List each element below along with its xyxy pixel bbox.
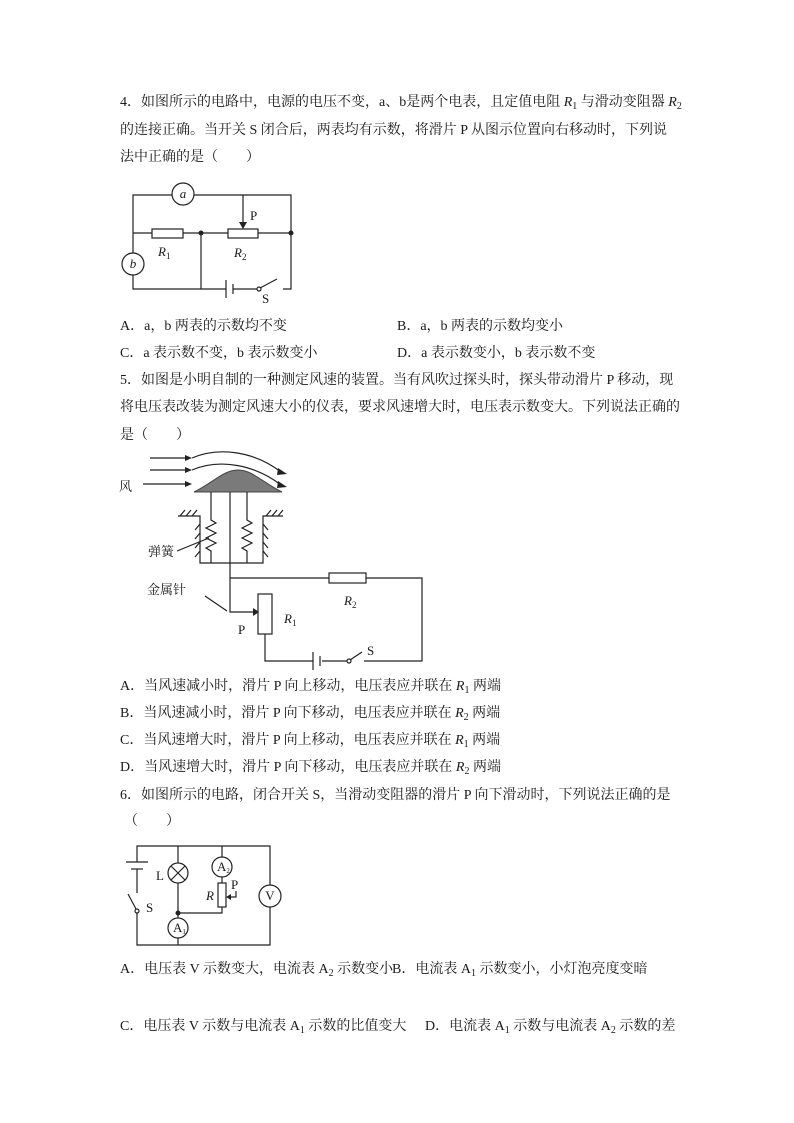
q6-option-c-text-2: 1: [299, 1025, 305, 1036]
q5-option-d-text-0: D．当风速增大时，滑片 P 向下移动，电压表应并联在: [120, 760, 456, 775]
q6-option-b-text-1: A: [460, 962, 471, 977]
q6-option-d-text-5: 2: [610, 1025, 616, 1036]
q6-a1-main: A: [173, 920, 183, 935]
q4-stem-line-2-text-0: 的连接正确。当开关 S 闭合后，两表均有示数，将滑片 P 从图示位置向右移动时，下列说: [120, 123, 668, 138]
q5-r2-label: [343, 593, 356, 610]
q4-circuit-figure: [122, 183, 294, 306]
q6-a1-sub: 1: [182, 928, 186, 936]
q5-stem-line-1-text-0: 5．如图是小明自制的一种测定风速的装置。当有风吹过探头时，探头带动滑片 P 移动，现: [120, 373, 674, 388]
q5-metal-pin: [230, 492, 254, 612]
q4-stem-line-1-text-1: R: [563, 95, 573, 110]
q4-stem-line-1-text-0: 4．如图所示的电路中，电源的电压不变，a、b是两个电表，且定值电阻: [120, 95, 564, 110]
q4-wires: [133, 195, 291, 289]
q5-r2-label-main: R: [344, 593, 352, 608]
q5-option-a-text-2: 1: [464, 685, 470, 696]
q5-wind-arrowhead: [277, 468, 287, 475]
q6-stem-line-1-text-0: 6．如图所示的电路，闭合开关 S，当滑动变阻器的滑片 P 向下滑动时，下列说法正确的是: [120, 788, 671, 803]
q5-r2-label-sub: 2: [351, 600, 357, 610]
q5-wind-label: 风: [119, 479, 133, 494]
q6-switch-label: S: [146, 900, 154, 915]
q6-option-d-text-3: 示数与电流表: [509, 1019, 601, 1034]
q5-spring-right: [242, 492, 252, 563]
q5-wind-arrowhead: [185, 455, 192, 461]
q4-switch-blade: [260, 279, 277, 288]
q6-option-b-text-2: 1: [470, 968, 476, 979]
q4-stem-line-3-text-0: 法中正确的是（ ）: [120, 150, 260, 165]
q5-option-d-text-1: R: [455, 760, 465, 775]
q5-rheostat-r1: [258, 594, 272, 634]
q6-option-d-text-0: D．电流表: [425, 1019, 495, 1034]
q6-switch-blade: [128, 894, 136, 909]
q6-lamp-label: L: [156, 868, 164, 883]
q6-slider-arrowhead: [226, 894, 231, 900]
q6-stem-line-2-text-0: （ ）: [124, 814, 180, 829]
q4-stem-line-1-text-2: 1: [572, 101, 578, 112]
q6-voltmeter-label: V: [265, 888, 275, 903]
q6-option-b-text-3: 示数变小，小灯泡亮度变暗: [475, 962, 648, 977]
q6-option-c-text-1: A: [289, 1019, 300, 1034]
q6-option-a-text-1: A: [318, 962, 329, 977]
q5-wind-arrowhead: [277, 481, 287, 488]
q5-option-b-text-2: 2: [463, 712, 469, 723]
q6-option-c-text-3: 示数的比值变大: [304, 1019, 407, 1034]
q5-ground-hatching: [180, 510, 283, 557]
q5-stem-line-2-text-0: 将电压表改装为测定风速大小的仪表，要求风速增大时，电压表示数变大。下列说法正确的: [120, 400, 680, 415]
q6-slider-label: P: [231, 877, 239, 892]
q5-switch-label: S: [367, 643, 375, 658]
q6-option-d-text-2: 1: [504, 1025, 510, 1036]
q5-pin-leader: [205, 596, 227, 611]
q4-rheostat-r2: [228, 229, 258, 238]
q4-option-b-text-0: B．a，b 两表的示数均变小: [397, 319, 564, 334]
q5-slider-label: P: [238, 622, 246, 637]
q4-junction-dot: [289, 231, 294, 236]
q6-ammeter-a2-label: [217, 859, 230, 875]
q6-option-a-text-2: 2: [328, 968, 334, 979]
q6-wires: [137, 846, 270, 945]
q5-wind-device-figure: [119, 452, 422, 670]
q5-spring-leader: [177, 538, 209, 551]
q4-r2-label-sub: 2: [241, 252, 247, 262]
q4-r1-label: [157, 244, 170, 261]
q5-spring-left: [206, 492, 216, 563]
q6-option-d-text-1: A: [494, 1019, 505, 1034]
q4-option-c-text-0: C．a 表示数不变，b 表示数变小: [120, 346, 318, 361]
q5-switch-blade: [350, 652, 362, 660]
q5-wires: [230, 578, 422, 661]
q6-rheostat-label: R: [206, 888, 214, 903]
q4-stem-line-1-text-3: 与滑动变阻器: [577, 95, 669, 110]
q6-circuit-figure: [126, 846, 281, 945]
q4-meter-a-label: a: [179, 186, 187, 201]
q5-option-a-text-1: R: [455, 679, 465, 694]
q5-probe-head: [194, 470, 282, 492]
q5-option-c-text-3: 两端: [468, 733, 501, 748]
q4-switch-label: S: [262, 291, 270, 306]
q4-resistor-r1: [152, 229, 183, 238]
q6-option-d-text-6: 示数的差: [615, 1019, 676, 1034]
q4-slider-label: P: [250, 208, 258, 223]
q5-option-a-text-3: 两端: [469, 679, 501, 694]
q5-option-c-text-2: 1: [463, 739, 469, 750]
q5-r1-label-main: R: [284, 611, 292, 626]
q5-option-b-text-3: 两端: [468, 706, 501, 721]
q5-r1-label: [283, 611, 296, 628]
q6-a2-sub: 2: [226, 867, 230, 875]
q5-spring-label: 弹簧: [148, 544, 175, 559]
q5-wind-arrowhead: [185, 481, 192, 487]
q5-option-d-text-3: 两端: [469, 760, 501, 775]
q4-r2-label: [233, 245, 246, 262]
q6-option-c-text-0: C．电压表 V 示数与电流表: [120, 1019, 290, 1034]
q6-switch-pivot: [135, 909, 139, 913]
q6-a2-main: A: [217, 859, 227, 874]
q5-wind-arrowhead: [185, 467, 192, 473]
q6-option-a-text-0: A．电压表 V 示数变大，电流表: [120, 962, 319, 977]
q4-stem-line-1-text-5: 2: [676, 101, 682, 112]
q4-junction-dot: [199, 231, 204, 236]
q5-wind-stream-1: [150, 452, 281, 472]
q4-r1-label-main: R: [158, 244, 166, 259]
q5-option-a-text-0: A．当风速减小时，滑片 P 向上移动，电压表应并联在: [120, 679, 456, 694]
q5-resistor-r2: [329, 573, 366, 583]
q4-option-d-text-0: D．a 表示数变小，b 表示数不变: [397, 346, 596, 361]
q5-option-c-text-1: R: [455, 733, 464, 748]
q6-ammeter-a1-label: [173, 920, 186, 936]
q6-rheostat-r: [218, 883, 226, 907]
q5-option-b-text-1: R: [455, 706, 464, 721]
q4-r1-label-sub: 1: [165, 251, 171, 261]
q4-option-a-text-0: A．a，b 两表的示数均不变: [120, 319, 287, 334]
q6-option-b-text-0: B．电流表: [392, 962, 461, 977]
q4-stem-line-1-text-4: R: [668, 95, 677, 110]
q6-junction-dot: [176, 911, 181, 916]
q5-stem-line-3-text-0: 是（ ）: [120, 428, 190, 443]
q4-slider-arrowhead: [239, 222, 247, 229]
q5-r1-label-sub: 1: [291, 618, 297, 628]
q5-option-b-text-0: B．当风速减小时，滑片 P 向下移动，电压表应并联在: [120, 706, 456, 721]
q6-lamp-cross: [171, 866, 185, 880]
q5-pin-label: 金属针: [147, 582, 187, 597]
q6-option-d-text-4: A: [600, 1019, 611, 1034]
q5-option-c-text-0: C．当风速增大时，滑片 P 向上移动，电压表应并联在: [120, 733, 456, 748]
q5-option-d-text-2: 2: [464, 766, 470, 777]
q6-option-a-text-3: 示数变小: [333, 962, 394, 977]
q4-r2-label-main: R: [234, 245, 242, 260]
q4-meter-b-label: b: [129, 256, 137, 271]
